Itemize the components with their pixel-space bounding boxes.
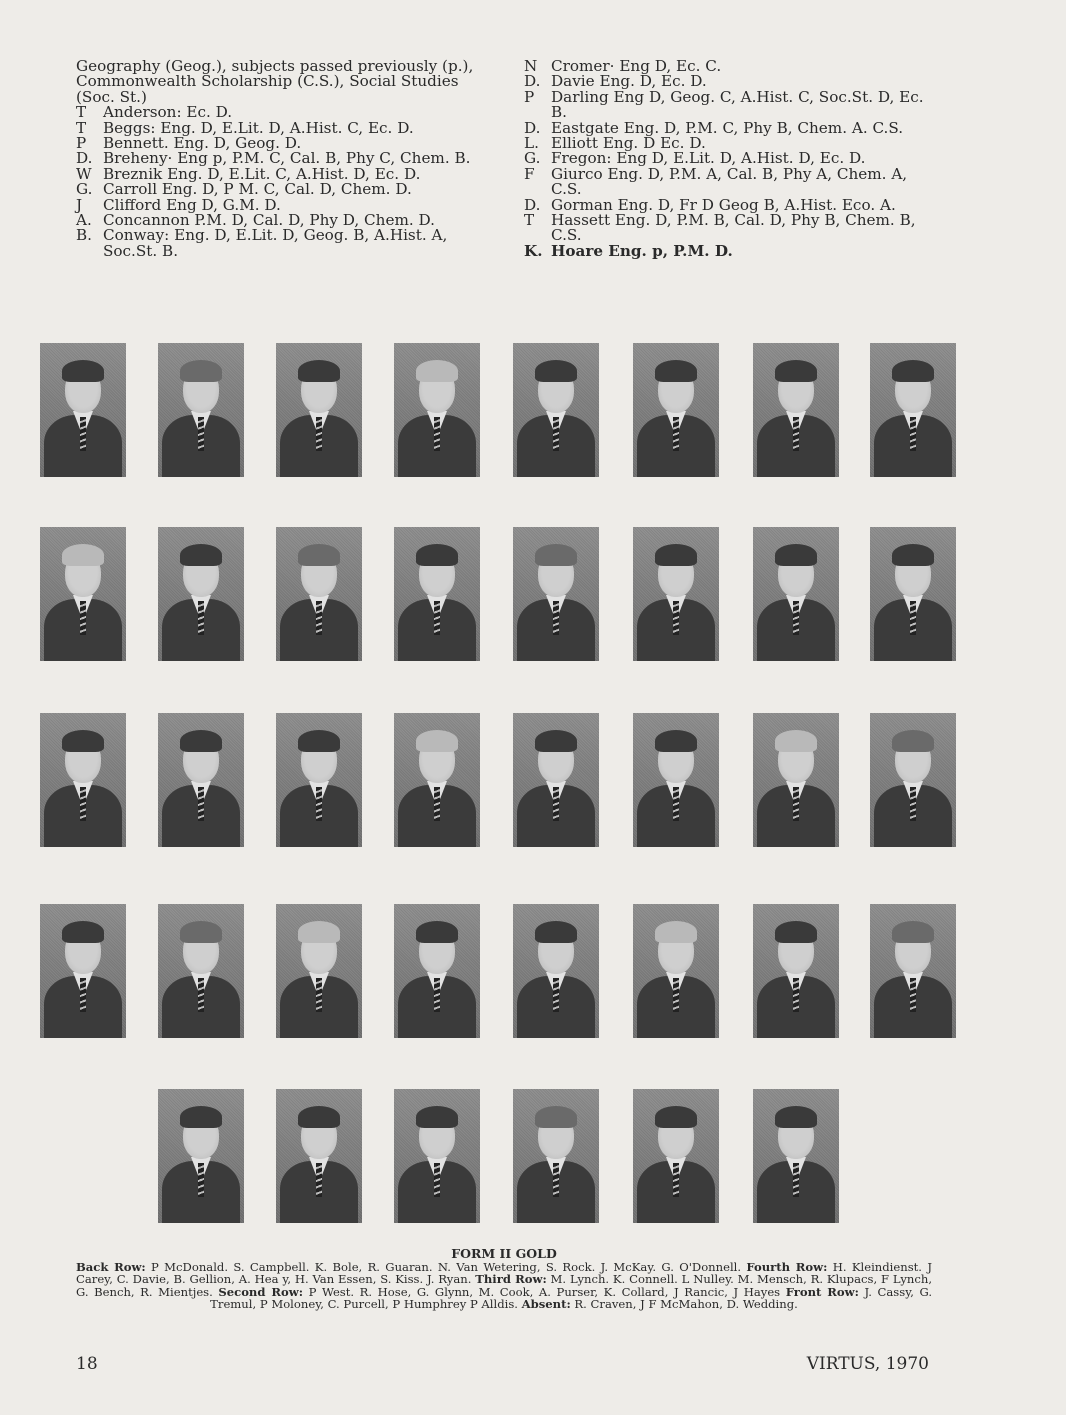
result-entry [76, 228, 486, 259]
student-portrait [158, 343, 244, 477]
entry-initial: G. [76, 180, 93, 199]
entry-text: Breznik Eng. D, E.Lit. C, A.Hist. D, Ec. D. [103, 164, 421, 183]
student-portrait [394, 904, 480, 1038]
entry-text: Carroll Eng. D, P M. C, Cal. D, Chem. D. [103, 180, 412, 199]
entry-initial: B. [76, 226, 92, 245]
student-portrait [753, 343, 839, 477]
student-portrait [633, 713, 719, 847]
student-portrait [870, 904, 956, 1038]
second-row-label: Second Row: [218, 1284, 304, 1299]
entry-text: Elliott Eng. D Ec. D. [551, 134, 706, 153]
entry-initial: P [76, 134, 87, 153]
second-row-names: P West. R. Hose, G. Glynn, M. Cook, A. Purser, K. Collard, J Rancic, J Hayes [303, 1284, 786, 1299]
fourth-row-names: H. Kleindienst. J Carey, C. Davie, B. Gellion, A. Hea y, H. Van Essen, S. Kiss. J. Ryan. [76, 1260, 932, 1287]
absent-label: Absent: [521, 1296, 571, 1311]
entry-initial: J [76, 195, 83, 214]
student-portrait [633, 1089, 719, 1223]
entry-text: Concannon P.M. D, Cal. D, Phy D, Chem. D. [103, 211, 435, 230]
student-portrait [40, 713, 126, 847]
entry-initial: D. [76, 149, 93, 168]
entry-text: Conway: Eng. D, E.Lit. D, Geog. B, A.Hist. A, Soc.St. B. [103, 226, 448, 260]
absent-names: R. Craven, J F McMahon, D. Wedding. [570, 1296, 798, 1311]
caption-title: FORM II GOLD [451, 1246, 557, 1261]
entry-initial: L. [524, 134, 539, 153]
entry-initial: W [76, 164, 92, 183]
student-portrait [276, 1089, 362, 1223]
front-row-names: J. Cassy, G. Tremul, P Moloney, C. Purcell, P Humphrey P Alldis. [210, 1284, 932, 1311]
student-portrait [158, 1089, 244, 1223]
student-portrait [276, 713, 362, 847]
entry-initial: A. [76, 211, 92, 230]
student-portrait [158, 527, 244, 661]
entry-initial: D. [524, 72, 541, 91]
photo-caption [76, 1248, 932, 1310]
publication-title: VIRTUS, 1970 [806, 1354, 929, 1374]
student-portrait [513, 343, 599, 477]
student-portrait [513, 527, 599, 661]
student-portrait [276, 527, 362, 661]
third-row-label: Third Row: [475, 1272, 547, 1287]
front-row-label: Front Row: [785, 1284, 859, 1299]
student-portrait [513, 904, 599, 1038]
student-portrait [633, 343, 719, 477]
fourth-row-label: Fourth Row: [746, 1260, 828, 1275]
result-entry [524, 87, 934, 122]
student-portrait [753, 527, 839, 661]
student-portrait [633, 527, 719, 661]
entry-text: Giurco Eng. D, P.M. A, Cal. B, Phy A, Chem. A, C.S. [551, 164, 908, 199]
entry-text: Gorman Eng. D, Fr D Geog B, A.Hist. Eco. A. [551, 195, 896, 214]
student-portrait [870, 527, 956, 661]
entry-text: Bennett. Eng. D, Geog. D. [103, 134, 302, 153]
entry-initial: F [524, 164, 535, 183]
entry-initial: T [76, 118, 87, 137]
student-portrait [513, 713, 599, 847]
entry-initial: G. [524, 149, 541, 168]
entry-initial: T [524, 211, 535, 230]
student-portrait [276, 343, 362, 477]
entry-initial: N [524, 57, 538, 75]
entry-text: Anderson: Ec. D. [103, 103, 233, 122]
result-entry [524, 213, 934, 244]
result-entry [524, 241, 934, 260]
back-row-names: P McDonald. S. Campbell. K. Bole, R. Guaran. N. Van Wetering, S. Rock. J. McKay. G. O'Donnell. [145, 1260, 747, 1275]
entry-text: Eastgate Eng. D, P.M. C, Phy B, Chem. A. C.S. [551, 118, 904, 137]
entry-initial: D. [524, 118, 541, 137]
student-portrait [753, 904, 839, 1038]
entry-text: Beggs: Eng. D, E.Lit. D, A.Hist. C, Ec. D. [103, 118, 414, 137]
student-portrait [753, 1089, 839, 1223]
entry-initial: P [524, 87, 535, 106]
entry-text: Clifford Eng D, G.M. D. [103, 195, 281, 214]
student-portrait [276, 904, 362, 1038]
back-row-label: Back Row: [76, 1260, 146, 1275]
entry-text: Breheny· Eng p, P.M. C, Cal. B, Phy C, Chem. B. [103, 149, 471, 168]
student-portrait [40, 527, 126, 661]
student-portrait [513, 1089, 599, 1223]
entry-text: Hoare Eng. p, P.M. D. [551, 241, 733, 260]
entry-text: Hassett Eng. D, P.M. B, Cal. D, Phy B, Chem. B, C.S. [551, 211, 916, 245]
student-portrait [394, 343, 480, 477]
student-portrait [40, 343, 126, 477]
student-portrait [870, 713, 956, 847]
entry-text: Cromer· Eng D, Ec. C. [551, 57, 722, 75]
right-results-column [524, 59, 934, 259]
entry-text: Fregon: Eng D, E.Lit. D, A.Hist. D, Ec. D. [551, 149, 866, 168]
page-number: 18 [76, 1354, 98, 1374]
student-portrait [394, 1089, 480, 1223]
result-entry [524, 164, 934, 199]
student-portrait [40, 904, 126, 1038]
student-portrait [158, 904, 244, 1038]
student-portrait [753, 713, 839, 847]
entry-initial: T [76, 103, 87, 122]
entry-initial: D. [524, 195, 541, 214]
entry-text: Davie Eng. D, Ec. D. [551, 72, 707, 91]
left-results-column [76, 59, 486, 259]
student-portrait [394, 713, 480, 847]
student-portrait [633, 904, 719, 1038]
student-portrait [394, 527, 480, 661]
student-portrait [870, 343, 956, 477]
entry-text: Darling Eng D, Geog. C, A.Hist. C, Soc.St. D, Ec. B. [551, 87, 924, 122]
entry-initial: K. [524, 241, 543, 260]
third-row-names: M. Lynch. K. Connell. L Nulley. M. Mensch, R. Klupacs, F Lynch, G. Bench, R. Mientjes. [76, 1272, 932, 1299]
student-portrait [158, 713, 244, 847]
legend-intro: Geography (Geog.), subjects passed previously (p.), Commonwealth Scholarship (C.S.), Social Studies (Soc. St.) [76, 57, 474, 106]
